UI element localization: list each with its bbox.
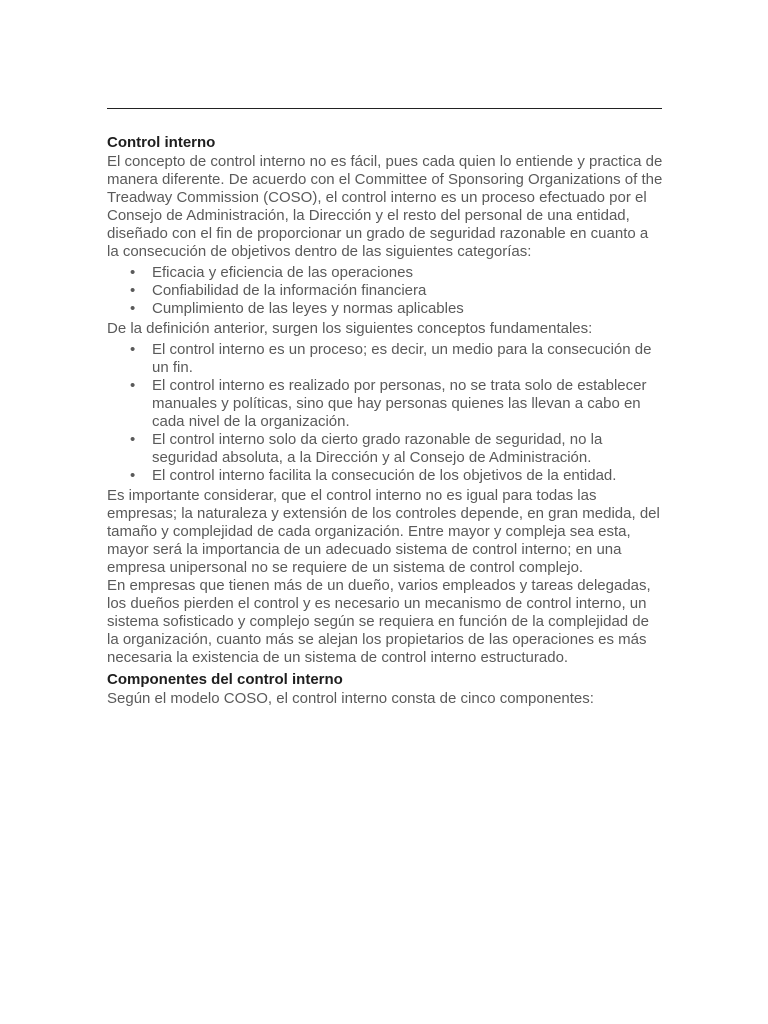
intro-paragraph: El concepto de control interno no es fácil, pues cada quien lo entiende y practica de manera diferente. De acuerdo con el Committee of Sponsoring Organizations of the Treadway Commission (COSO), el control interno es un proceso efectuado por el Consejo de Administración, la Dirección y el resto del personal de una entidad, diseñado con el fin de proporcionar un grado de seguridad razonable en cuanto a la consecución de objetivos dentro de las siguientes categorías:: [107, 153, 663, 260]
importance-paragraph: Es importante considerar, que el control interno no es igual para todas las empresas; la naturaleza y extensión de los controles depende, en gran medida, del tamaño y complejidad de cada organización. Entre mayor y compleja sea esta, mayor será la importancia de un adecuado sistema de control interno; en una empresa unipersonal no se requiere de un sistema de control complejo.: [107, 487, 660, 576]
bullet-icon: •: [130, 264, 136, 281]
list-item: • El control interno facilita la consecución de los objetivos de la entidad.: [130, 467, 617, 484]
concepts-lead-paragraph: De la definición anterior, surgen los siguientes conceptos fundamentales:: [107, 320, 593, 337]
list-item: • Confiabilidad de la información financiera: [130, 282, 427, 299]
top-divider: [107, 108, 662, 109]
section-heading-control-interno: Control interno: [107, 134, 216, 151]
section-heading-componentes: Componentes del control interno: [107, 671, 343, 688]
ownership-paragraph: En empresas que tienen más de un dueño, varios empleados y tareas delegadas, los dueños pierden el control y es necesario un mecanismo de control interno, un sistema sofisticado y complejo según se requiera en función de la complejidad de la organización, cuanto más se alejan los propietarios de las operaciones es más necesaria la existencia de un sistema de control interno estructurado.: [107, 577, 651, 666]
bullet-icon: •: [130, 377, 136, 394]
concepts-list: [107, 341, 663, 485]
bullet-icon: •: [130, 341, 136, 358]
list-item: • El control interno es realizado por personas, no se trata solo de establecer manuales y políticas, sino que hay personas quienes las llevan a cabo en cada nivel de la organización.: [130, 377, 647, 430]
bullet-icon: •: [130, 431, 136, 448]
list-item: • Eficacia y eficiencia de las operaciones: [130, 264, 413, 281]
list-item: • El control interno es un proceso; es decir, un medio para la consecución de un fin.: [130, 341, 652, 376]
bullet-icon: •: [130, 282, 136, 299]
components-intro-paragraph: Según el modelo COSO, el control interno consta de cinco componentes:: [107, 690, 594, 707]
document-body: [107, 133, 663, 708]
categories-list: [107, 264, 663, 318]
list-item: • Cumplimiento de las leyes y normas aplicables: [130, 300, 464, 317]
list-item: • El control interno solo da cierto grado razonable de seguridad, no la seguridad absoluta, a la Dirección y al Consejo de Administración.: [130, 431, 603, 466]
bullet-icon: •: [130, 467, 136, 484]
bullet-icon: •: [130, 300, 136, 317]
